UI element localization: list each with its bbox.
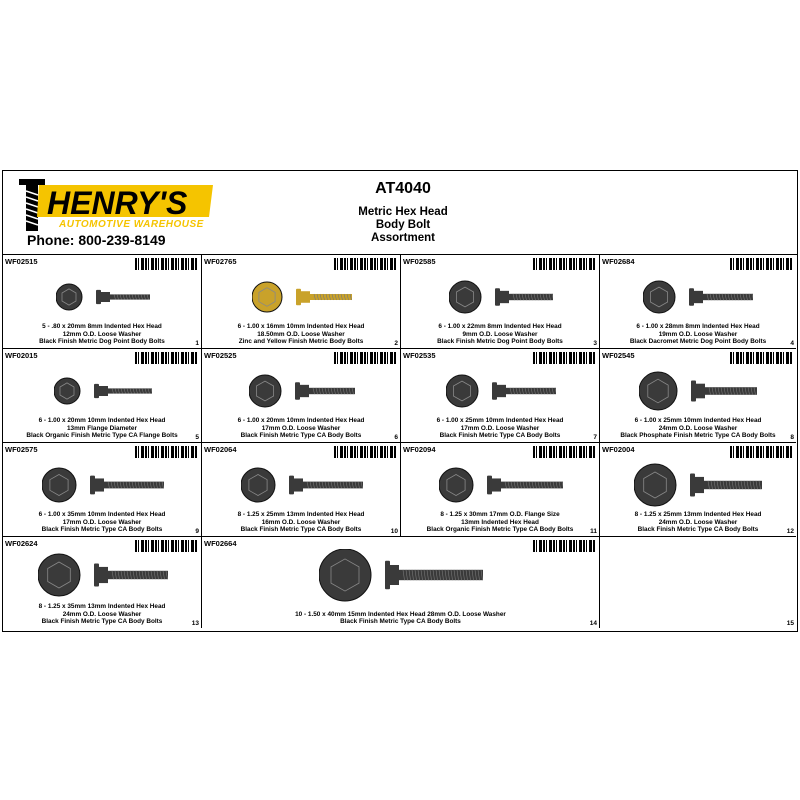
description-line: Black Finish Metric Dog Point Body Bolts xyxy=(39,338,165,346)
description-line: Black Finish Metric Type CA Body Bolts xyxy=(240,432,362,440)
bolt-top-view-icon xyxy=(639,372,677,410)
bolt-side-view-icon xyxy=(94,563,168,586)
bolt-side-view-icon xyxy=(94,384,152,398)
position-number: 10 xyxy=(390,528,398,535)
sheet-header xyxy=(3,171,797,255)
bolt-images xyxy=(446,365,556,421)
position-number: 9 xyxy=(195,528,199,535)
product-description xyxy=(600,417,796,440)
part-number: WF02545 xyxy=(602,351,635,360)
phone-number: Phone: 800-239-8149 xyxy=(27,232,166,248)
bolt-images xyxy=(56,271,150,327)
part-number: WF02525 xyxy=(204,351,237,360)
barcode-icon xyxy=(730,258,792,270)
bolt-top-view-icon xyxy=(643,281,675,313)
bolt-top-view-icon xyxy=(446,375,478,407)
bolt-images xyxy=(643,271,753,327)
barcode-icon xyxy=(533,258,595,270)
bolt-top-view-icon xyxy=(439,468,473,502)
bolt-top-view-icon xyxy=(252,282,282,312)
description-line: Black Dacromet Metric Dog Point Body Bolts xyxy=(629,338,767,346)
barcode-icon xyxy=(730,352,792,364)
bolt-images xyxy=(241,459,363,515)
product-description xyxy=(401,511,599,534)
product-cell xyxy=(202,349,401,443)
description-line: 17mm O.D. Loose Washer xyxy=(261,424,341,432)
part-number: WF02765 xyxy=(204,257,237,266)
title-line: Metric Hex Head xyxy=(358,206,448,218)
barcode-icon xyxy=(334,352,396,364)
position-number: 3 xyxy=(593,340,597,347)
product-cell xyxy=(600,349,796,443)
product-cell xyxy=(3,255,202,349)
product-description xyxy=(600,511,796,534)
description-line: 13mm Indented Hex Head xyxy=(461,518,539,526)
description-line: 17mm O.D. Loose Washer xyxy=(62,518,142,526)
description-line: Black Finish Metric Type CA Body Bolts xyxy=(637,526,759,534)
product-cell xyxy=(202,537,600,628)
part-number: WF02015 xyxy=(5,351,38,360)
description-line: 10 - 1.50 x 40mm 15mm Indented Hex Head 28mm O.D. Loose Washer xyxy=(295,610,506,618)
product-description xyxy=(3,417,201,440)
barcode-icon xyxy=(334,258,396,270)
description-line: 24mm O.D. Loose Washer xyxy=(658,424,738,432)
description-line: Black Organic Finish Metric Type CA Flange Bolts xyxy=(26,432,178,440)
bolt-side-view-icon xyxy=(691,381,757,402)
bolt-top-view-icon xyxy=(241,468,275,502)
product-cell xyxy=(401,443,600,537)
product-description xyxy=(3,511,201,534)
bolt-top-view-icon xyxy=(42,468,76,502)
part-number: WF02624 xyxy=(5,539,38,548)
bolt-top-view-icon xyxy=(449,281,481,313)
description-line: Black Finish Metric Type CA Body Bolts xyxy=(240,526,362,534)
position-number: 7 xyxy=(593,434,597,441)
bolt-images xyxy=(439,459,563,515)
description-line: 6 - 1.00 x 16mm 10mm Indented Hex Head xyxy=(237,323,365,331)
assortment-sheet xyxy=(2,170,798,632)
bolt-side-view-icon xyxy=(689,288,753,306)
description-line: 19mm O.D. Loose Washer xyxy=(658,330,738,338)
bolt-side-view-icon xyxy=(385,561,483,590)
product-cell xyxy=(202,255,401,349)
bolt-side-view-icon xyxy=(690,473,762,496)
bolt-top-view-icon xyxy=(249,375,281,407)
brand-name: HENRY'S xyxy=(47,185,188,221)
product-cell xyxy=(600,255,796,349)
bolt-top-view-icon xyxy=(38,554,80,596)
part-number: WF02515 xyxy=(5,257,38,266)
bolt-side-view-icon xyxy=(90,476,164,495)
description-line: 8 - 1.25 x 30mm 17mm O.D. Flange Size xyxy=(440,511,560,519)
position-number: 13 xyxy=(191,620,199,627)
bolt-images xyxy=(249,365,355,421)
description-line: 6 - 1.00 x 25mm 10mm Indented Hex Head xyxy=(634,417,762,425)
description-line: 9mm O.D. Loose Washer xyxy=(462,330,538,338)
position-number: 8 xyxy=(790,434,794,441)
part-number: WF02535 xyxy=(403,351,436,360)
description-line: 6 - 1.00 x 20mm 10mm Indented Hex Head xyxy=(38,417,166,425)
description-line: 5 - .80 x 20mm 8mm Indented Hex Head xyxy=(42,323,162,331)
bolt-side-view-icon xyxy=(295,382,355,400)
bolt-images xyxy=(449,271,553,327)
description-line: 13mm Flange Diameter xyxy=(67,424,137,432)
bolt-top-view-icon xyxy=(319,549,371,601)
part-number: WF02064 xyxy=(204,445,237,454)
bolt-images xyxy=(38,549,168,605)
part-number: WF02585 xyxy=(403,257,436,266)
description-line: 18.50mm O.D. Loose Washer xyxy=(257,330,345,338)
description-line: Black Finish Metric Type CA Body Bolts xyxy=(340,618,461,626)
description-line: 16mm O.D. Loose Washer xyxy=(261,518,341,526)
description-line: 8 - 1.25 x 25mm 13mm Indented Hex Head xyxy=(634,511,762,519)
product-cell xyxy=(3,537,202,628)
title-line: Body Bolt xyxy=(375,219,431,231)
description-line: 6 - 1.00 x 22mm 8mm Indented Hex Head xyxy=(438,323,562,331)
barcode-icon xyxy=(533,352,595,364)
position-number: 6 xyxy=(394,434,398,441)
bolt-images xyxy=(252,271,352,327)
barcode-icon xyxy=(135,446,197,458)
product-description xyxy=(202,611,599,626)
bolt-side-view-icon xyxy=(495,288,553,306)
position-number: 4 xyxy=(790,340,794,347)
barcode-icon xyxy=(533,540,595,552)
product-cell xyxy=(3,443,202,537)
position-number: 1 xyxy=(195,340,199,347)
part-number: WF02094 xyxy=(403,445,436,454)
description-line: 6 - 1.00 x 25mm 10mm Indented Hex Head xyxy=(436,417,564,425)
bolt-images xyxy=(639,365,757,421)
description-line: 24mm O.D. Loose Washer xyxy=(658,518,738,526)
bolt-top-view-icon xyxy=(56,284,82,310)
description-line: 6 - 1.00 x 35mm 10mm Indented Hex Head xyxy=(38,511,166,519)
product-description xyxy=(3,603,201,626)
description-line: Black Phosphate Finish Metric Type CA Body Bolts xyxy=(620,432,776,440)
position-number: 14 xyxy=(589,620,597,627)
barcode-icon xyxy=(533,446,595,458)
product-description xyxy=(600,323,796,346)
description-line: 6 - 1.00 x 28mm 8mm Indented Hex Head xyxy=(636,323,760,331)
part-number: WF02575 xyxy=(5,445,38,454)
description-line: Black Finish Metric Type CA Body Bolts xyxy=(41,618,163,626)
sku-number: AT4040 xyxy=(375,180,431,197)
title-block xyxy=(303,179,503,245)
position-number: 15 xyxy=(786,620,794,627)
bolt-side-view-icon xyxy=(296,289,352,306)
description-line: 8 - 1.25 x 25mm 13mm Indented Hex Head xyxy=(237,511,365,519)
henrys-logo xyxy=(7,177,217,233)
barcode-icon xyxy=(730,446,792,458)
description-line: Black Finish Metric Type CA Body Bolts xyxy=(439,432,561,440)
description-line: Black Finish Metric Type CA Body Bolts xyxy=(41,526,163,534)
product-description xyxy=(202,511,400,534)
description-line: 6 - 1.00 x 20mm 10mm Indented Hex Head xyxy=(237,417,365,425)
product-cell xyxy=(401,255,600,349)
product-description xyxy=(401,323,599,346)
position-number: 2 xyxy=(394,340,398,347)
bolt-side-view-icon xyxy=(96,290,150,304)
barcode-icon xyxy=(334,446,396,458)
barcode-icon xyxy=(135,352,197,364)
description-line: 12mm O.D. Loose Washer xyxy=(62,330,142,338)
product-description xyxy=(3,323,201,346)
bolt-images xyxy=(42,459,164,515)
bolt-top-view-icon xyxy=(54,378,80,404)
title-line: Assortment xyxy=(371,232,435,244)
description-line: Zinc and Yellow Finish Metric Body Bolts xyxy=(238,338,364,346)
description-line: Black Organic Finish Metric Type CA Body Bolts xyxy=(426,526,574,534)
description-line: 8 - 1.25 x 35mm 13mm Indented Hex Head xyxy=(38,603,166,611)
position-number: 5 xyxy=(195,434,199,441)
product-grid xyxy=(3,255,797,631)
description-line: 24mm O.D. Loose Washer xyxy=(62,610,142,618)
bolt-side-view-icon xyxy=(289,476,363,495)
product-cell xyxy=(600,443,796,537)
description-line: 17mm O.D. Loose Washer xyxy=(460,424,540,432)
product-cell xyxy=(600,537,796,628)
bolt-images xyxy=(319,549,483,605)
position-number: 12 xyxy=(786,528,794,535)
product-description xyxy=(401,417,599,440)
product-cell xyxy=(202,443,401,537)
part-number: WF02664 xyxy=(204,539,237,548)
product-cell xyxy=(3,349,202,443)
bolt-top-view-icon xyxy=(634,464,676,506)
brand-tagline: AUTOMOTIVE WAREHOUSE xyxy=(59,219,204,230)
bolt-images xyxy=(54,365,152,421)
bolt-images xyxy=(634,459,762,515)
bolt-side-view-icon xyxy=(492,382,556,400)
barcode-icon xyxy=(135,258,197,270)
bolt-side-view-icon xyxy=(487,476,563,495)
description-line: Black Finish Metric Dog Point Body Bolts xyxy=(437,338,563,346)
product-description xyxy=(202,417,400,440)
part-number: WF02004 xyxy=(602,445,635,454)
position-number: 11 xyxy=(590,528,597,535)
product-cell xyxy=(401,349,600,443)
product-description xyxy=(202,323,400,346)
part-number: WF02684 xyxy=(602,257,635,266)
